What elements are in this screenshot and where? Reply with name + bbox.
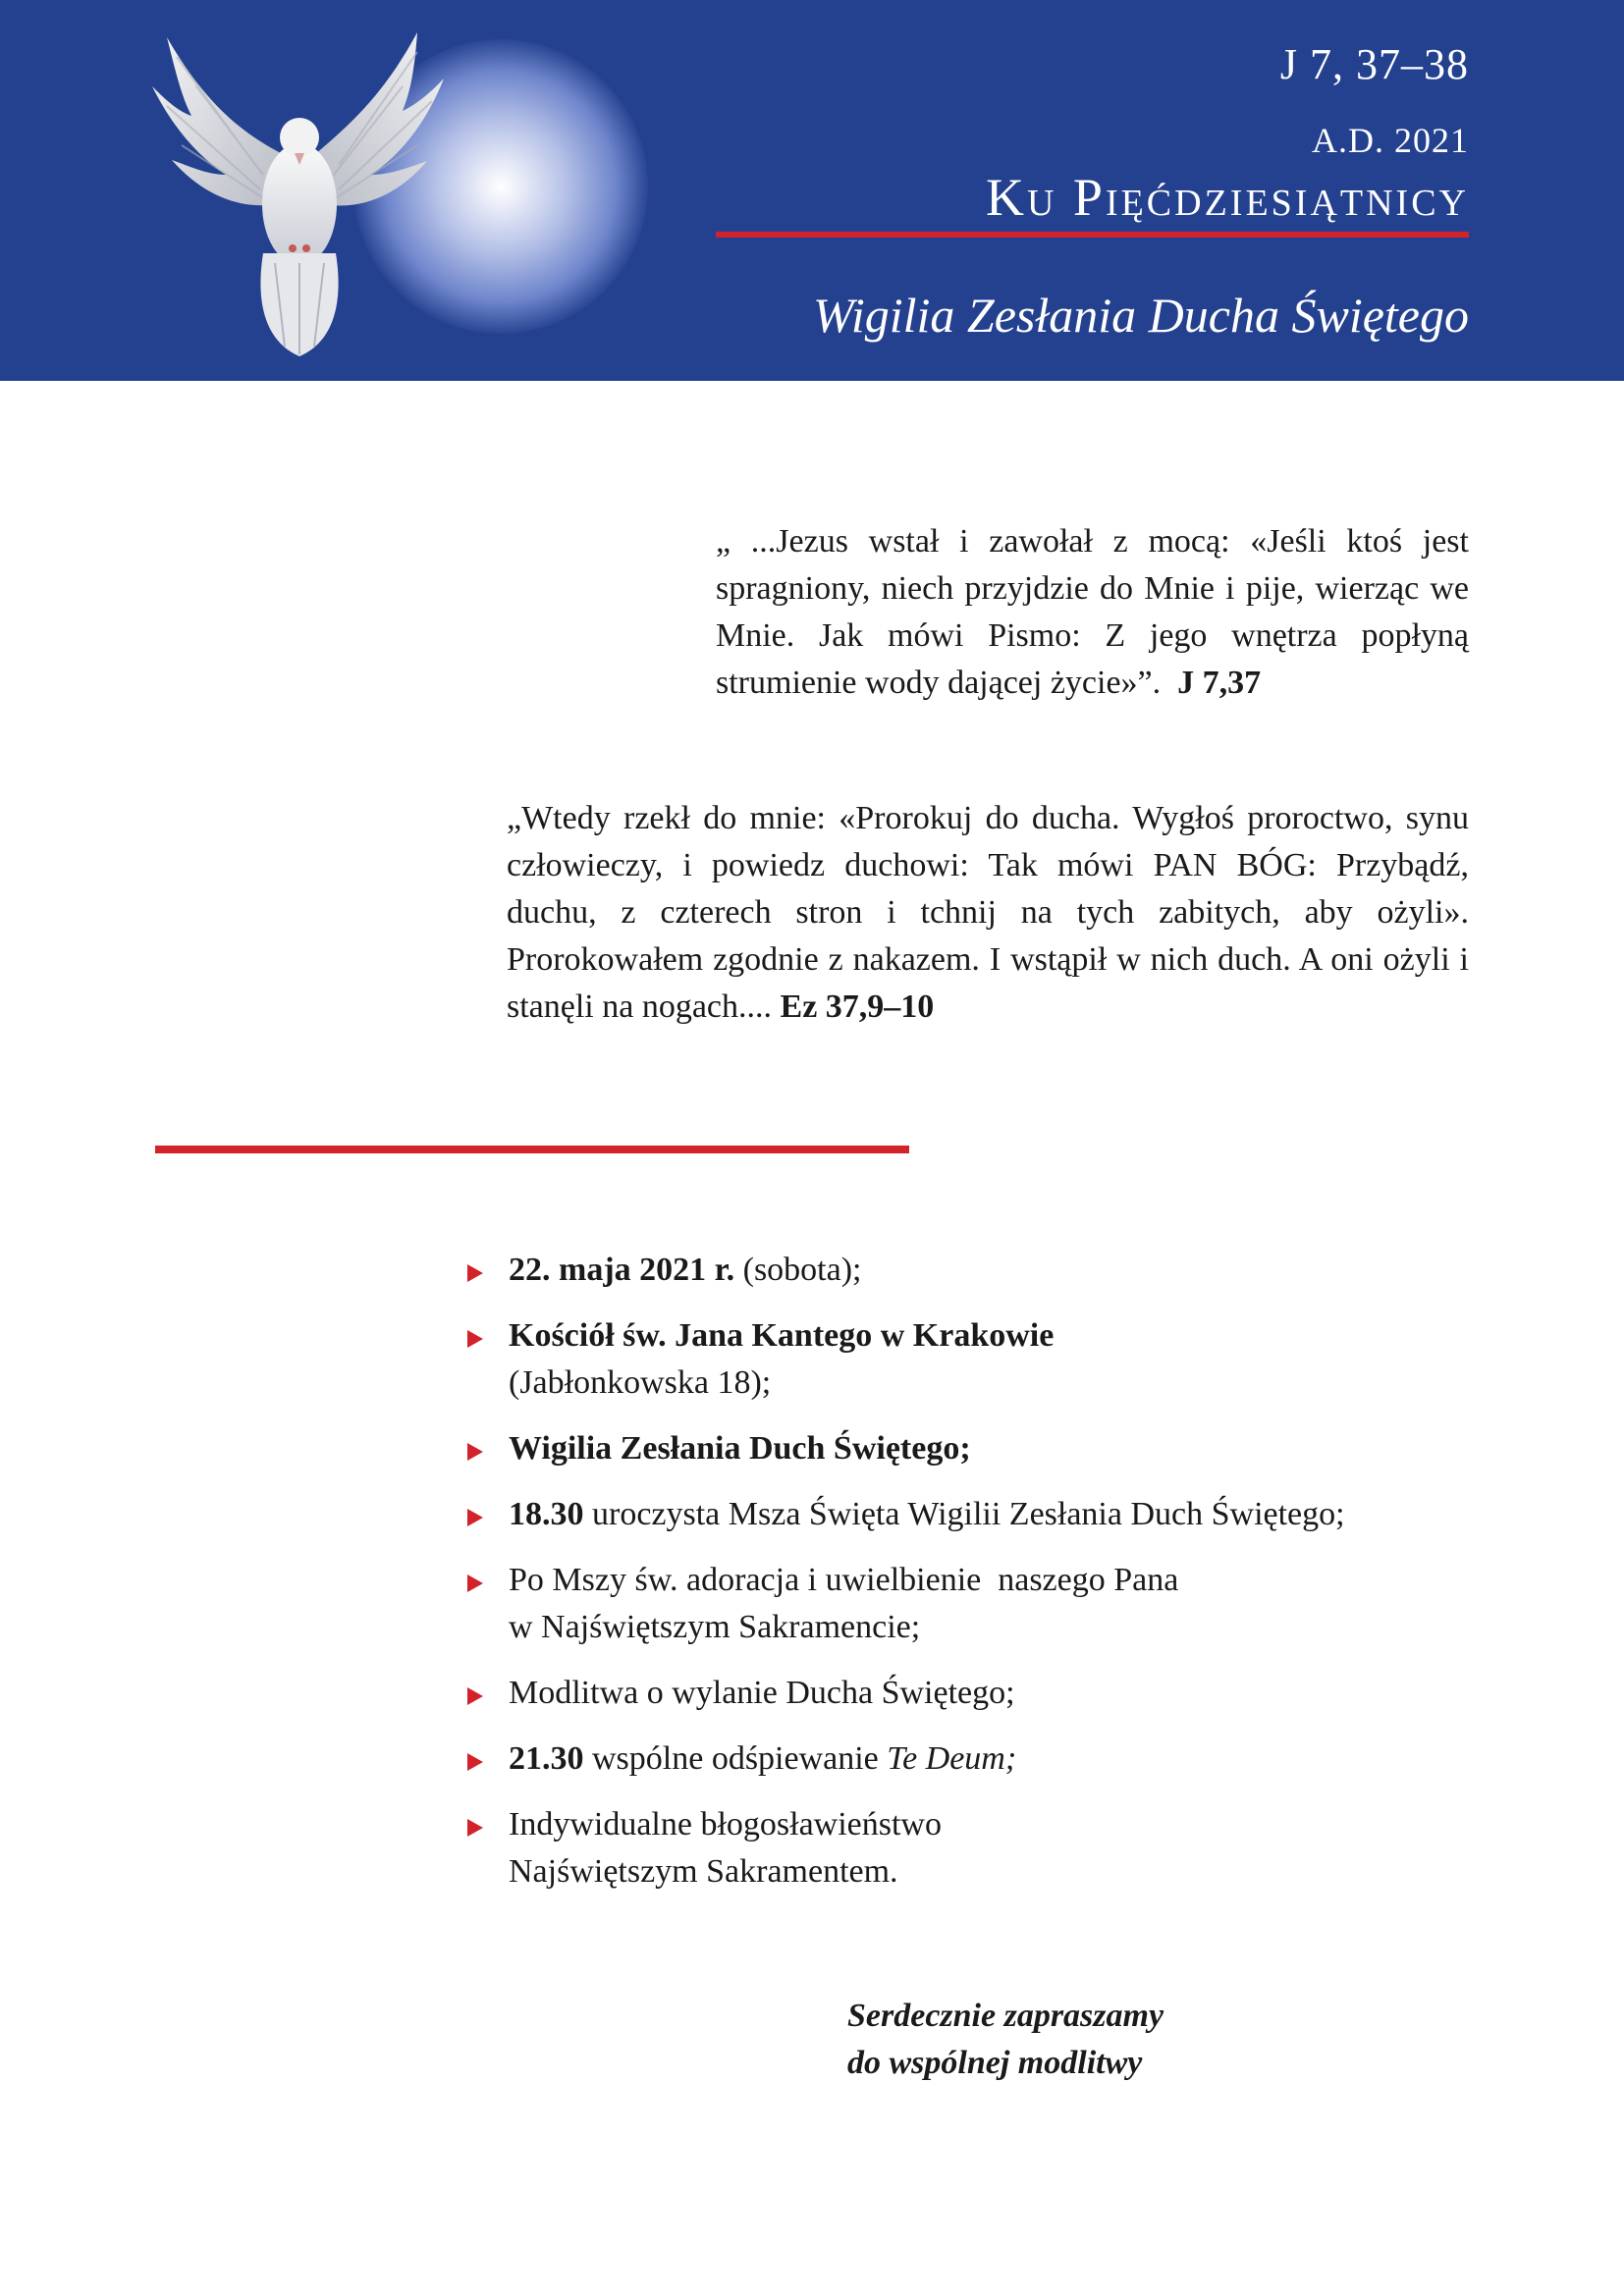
list-item: [467, 1425, 1547, 1472]
list-item: [467, 1312, 1547, 1407]
year-label: A.D. 2021: [1312, 121, 1469, 160]
page-title: Ku Pięćdziesiątnicy: [985, 168, 1469, 227]
blessing-text-cont: Najświętszym Sakramentem.: [509, 1853, 898, 1890]
bullet-arrow-icon: [467, 1264, 483, 1282]
adoration-text: Po Mszy św. adoracja i uwielbienie naszego Pana: [509, 1562, 1179, 1598]
quote-citation: Ez 37,9–10: [780, 988, 935, 1025]
header-banner: [0, 0, 1624, 381]
blessing-text: Indywidualne błogosławieństwo: [509, 1806, 942, 1842]
quote-citation: J 7,37: [1177, 665, 1262, 701]
mass-time: 18.30: [509, 1496, 584, 1532]
quote-text: „Wtedy rzekł do mnie: «Prorokuj do ducha. Wygłoś proroctwo, synu człowieczy, i powiedz duchowi: Tak mówi PAN BÓG: Przybądź, duchu, z czterech stron i tchnij na tych zabitych, aby ożyli». Prorokowałem zgodnie z nakazem. I wstąpił w nich duch. A oni ożyli i stanęli na nogach....: [507, 800, 1469, 1025]
mass-description: uroczysta Msza Święta Wigilii Zesłania Duch Świętego;: [592, 1496, 1345, 1532]
list-item: [467, 1801, 1547, 1896]
bullet-arrow-icon: [467, 1819, 483, 1837]
closing-invitation: [847, 1993, 1164, 2087]
tedeum-title: Te Deum;: [887, 1740, 1017, 1777]
bullet-arrow-icon: [467, 1443, 483, 1461]
bullet-arrow-icon: [467, 1509, 483, 1526]
page-subtitle: Wigilia Zesłania Ducha Świętego: [812, 288, 1469, 343]
bullet-arrow-icon: [467, 1687, 483, 1705]
closing-line: do wspólnej modlitwy: [847, 2045, 1143, 2081]
list-item: [467, 1670, 1547, 1717]
list-item: [467, 1491, 1547, 1538]
church-address: (Jabłonkowska 18);: [509, 1364, 772, 1401]
section-divider: [155, 1146, 909, 1153]
quote-john: [716, 518, 1469, 707]
tedeum-time: 21.30: [509, 1740, 584, 1777]
dove-icon: [137, 18, 461, 361]
schedule-list: [467, 1247, 1547, 1914]
quote-ezekiel: [507, 795, 1469, 1031]
bullet-arrow-icon: [467, 1575, 483, 1592]
tedeum-description: wspólne odśpiewanie: [592, 1740, 879, 1777]
event-weekday: (sobota);: [742, 1252, 862, 1288]
list-item: [467, 1557, 1547, 1651]
title-underline: [716, 232, 1469, 238]
adoration-text-cont: w Najświętszym Sakramencie;: [509, 1609, 921, 1645]
event-title: Wigilia Zesłania Duch Świętego;: [509, 1430, 971, 1467]
event-date: 22. maja 2021 r.: [509, 1252, 735, 1288]
closing-line: Serdecznie zapraszamy: [847, 1998, 1164, 2034]
scripture-reference: J 7, 37–38: [1279, 40, 1469, 88]
church-name: Kościół św. Jana Kantego w Krakowie: [509, 1317, 1055, 1354]
list-item: [467, 1247, 1547, 1294]
quote-text: „ ...Jezus wstał i zawołał z mocą: «Jeśli ktoś jest spragniony, niech przyjdzie do Mnie i pije, wierząc we Mnie. Jak mówi Pismo: Z jego wnętrza popłyną strumienie wody dającej życie»”.: [716, 523, 1469, 701]
bullet-arrow-icon: [467, 1330, 483, 1348]
list-item: [467, 1735, 1547, 1783]
bullet-arrow-icon: [467, 1753, 483, 1771]
prayer-text: Modlitwa o wylanie Ducha Świętego;: [509, 1675, 1015, 1711]
